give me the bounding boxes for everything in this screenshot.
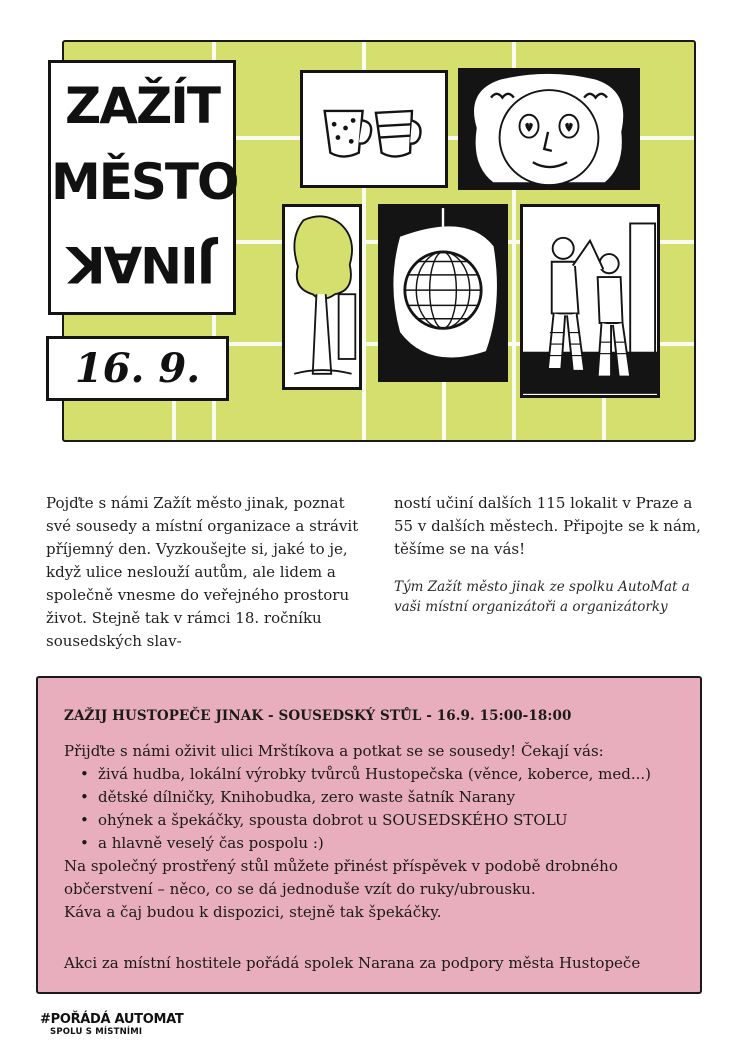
smiling-face-illustration	[458, 68, 640, 190]
event-invite: Přijďte s námi oživit ulici Mrštíkova a potkat se se sousedy! Čekají vás:	[64, 742, 604, 760]
event-note-line: Káva a čaj budou k dispozici, stejně tak špekáčky.	[64, 903, 442, 921]
coffee-cups-illustration	[300, 70, 448, 188]
dancing-astronauts-illustration	[520, 204, 660, 398]
title-line-1: ZAŽÍT	[65, 77, 219, 135]
automat-logo	[40, 1012, 183, 1037]
list-item: • živá hudba, lokální výrobky tvůrců Hustopečska (věnce, koberce, med...)	[64, 763, 694, 786]
tree-illustration	[282, 204, 362, 390]
list-item: • dětské dílničky, Knihobudka, zero waste šatník Narany	[64, 786, 694, 809]
intro-paragraph-1: Pojďte s námi Zažít město jinak, poznat své sousedy a místní organizace a strávit příjemný den. Vyzkoušejte si, jaké to je, když ulice neslouží autům, ale lidem a společně vnesme do veřejného prostoru život. Stejně tak v rámci 18. ročníku sousedských slav-	[46, 494, 359, 650]
event-body	[64, 740, 694, 924]
logo-line-2: SPOLU S MÍSTNÍMI	[50, 1027, 143, 1037]
event-note-line: občerstvení – něco, co se dá jednoduše vzít do ruky/ubrousku.	[64, 880, 536, 898]
list-item: • a hlavně veselý čas pospolu :)	[64, 832, 694, 855]
event-program-list	[64, 763, 694, 855]
intro-paragraph-2: ností učiní dalších 115 lokalit v Praze a 55 v dalších městech. Připojte se k nám, těšíme se na vás!	[394, 494, 701, 558]
title-line-3: JINAK	[68, 235, 216, 293]
event-heading: ZAŽIJ HUSTOPEČE JINAK - SOUSEDSKÝ STŮL - 16.9. 15:00-18:00	[64, 708, 572, 724]
organizer-signature: Tým Zažít město jinak ze spolku AutoMat a vaši místní organizátoři a organizátorky	[394, 579, 690, 615]
intro-text-right	[394, 492, 704, 617]
intro-text-left	[46, 492, 364, 653]
event-organizer-note: Akci za místní hostitele pořádá spolek Narana za podpory města Hustopeče	[64, 954, 641, 972]
disco-ball-illustration	[378, 204, 508, 382]
event-title	[48, 60, 236, 315]
list-item: • ohýnek a špekáčky, spousta dobrot u SOUSEDSKÉHO STOLU	[64, 809, 694, 832]
event-info-box	[36, 676, 702, 994]
logo-line-1: #POŘÁDÁ AUTOMAT	[40, 1012, 184, 1027]
event-date: 16. 9.	[46, 336, 229, 401]
event-note-line: Na společný prostřený stůl můžete přinést příspěvek v podobě drobného	[64, 857, 618, 875]
title-line-2: MĚSTO	[51, 153, 238, 211]
